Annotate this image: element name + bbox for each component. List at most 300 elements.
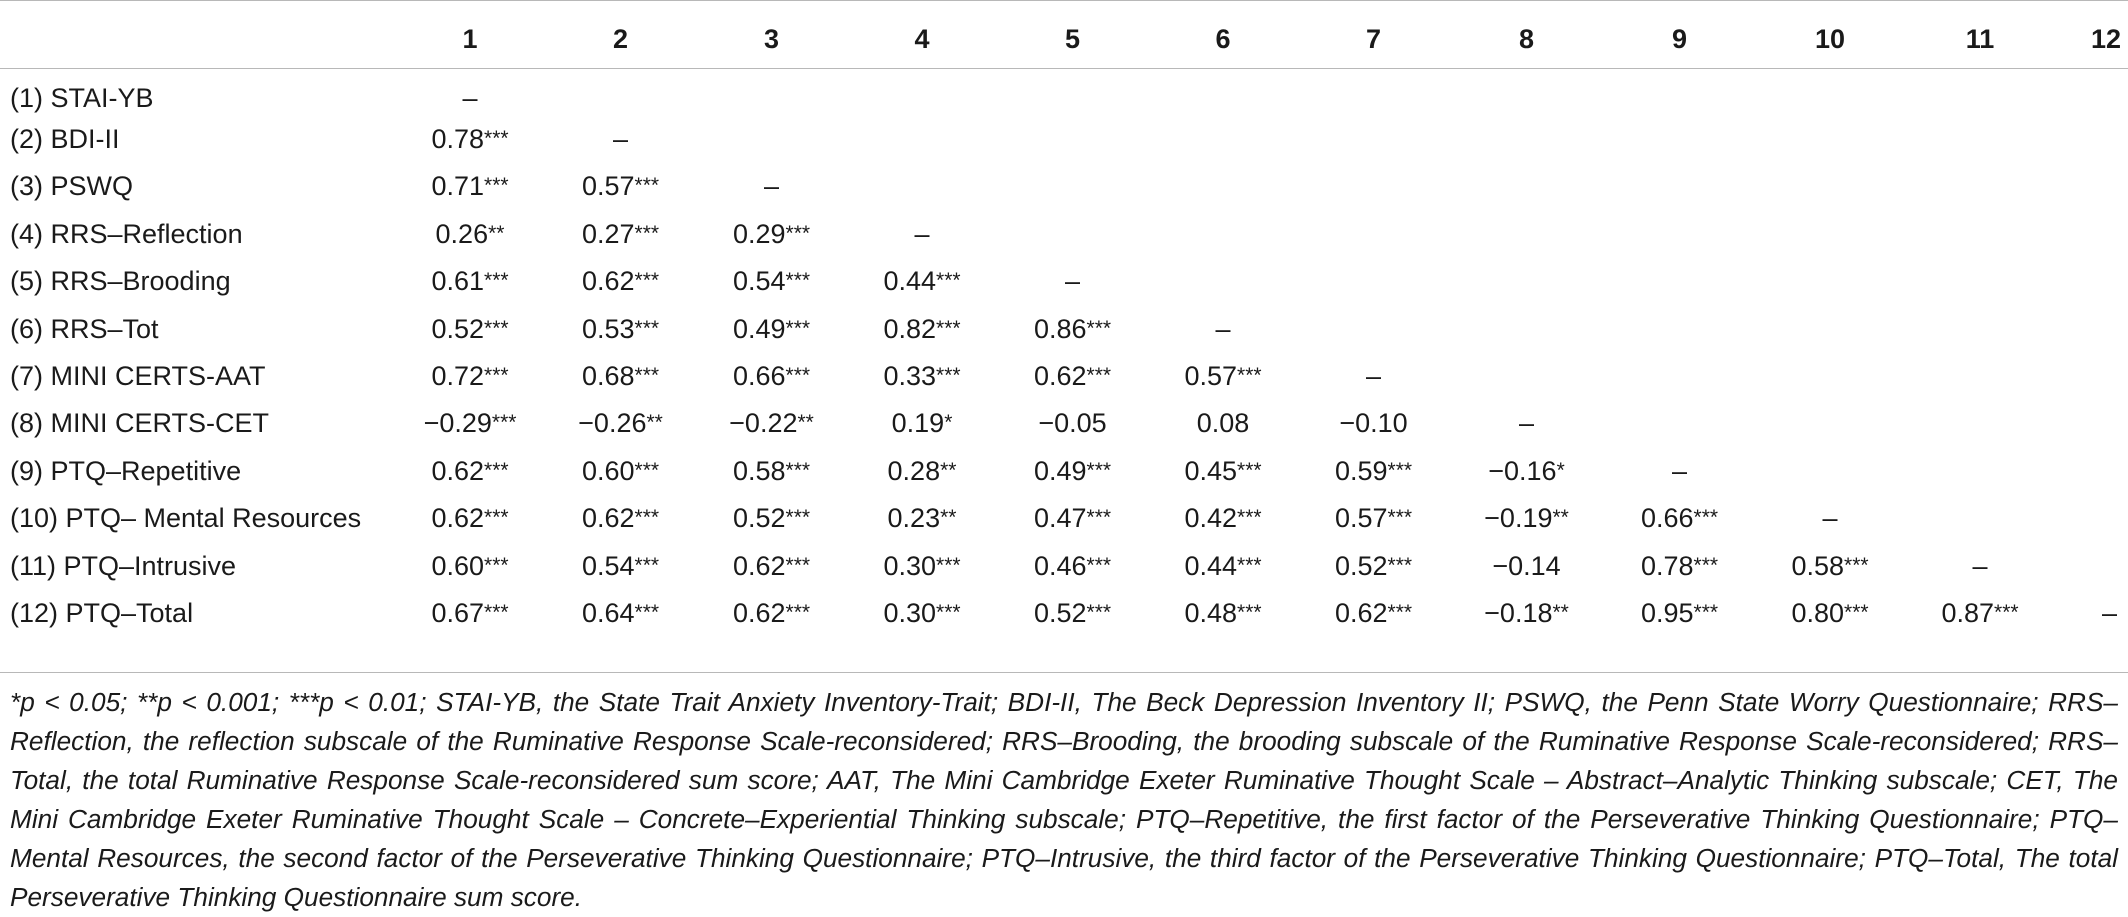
table-bottom-rule (0, 672, 2128, 673)
table-cell (1449, 305, 1604, 352)
table-cell (1148, 542, 1298, 589)
row-label: (5) RRS–Brooding (10, 266, 231, 297)
table-cell (1905, 69, 2055, 116)
cell-value: 0.78 (431, 124, 485, 155)
table-cell (997, 116, 1148, 163)
cell-value: 0.44 (883, 266, 937, 297)
table-cell (1148, 69, 1298, 116)
cell-value: 0.95 (1640, 597, 1694, 628)
column-header: 5 (1064, 24, 1081, 54)
table-cell (545, 163, 696, 210)
significance-marker: *** (1387, 553, 1413, 577)
cell-value: 0.44 (1184, 550, 1238, 581)
cell-value: – (1822, 503, 1838, 534)
row-label: (6) RRS–Tot (10, 313, 159, 344)
table-cell (997, 258, 1148, 305)
table-row (0, 163, 2128, 210)
table-row (0, 353, 2128, 400)
cell-value: – (1518, 408, 1535, 439)
table-cell (395, 211, 545, 258)
cell-value: 0.30 (883, 597, 937, 628)
table-cell (2055, 258, 2128, 305)
significance-marker: *** (785, 364, 811, 388)
significance-marker: *** (785, 316, 811, 340)
table-cell (1905, 448, 2055, 495)
significance-marker: *** (1237, 600, 1262, 624)
table-cell (1298, 542, 1449, 589)
significance-marker: *** (634, 506, 660, 530)
table-cell (1298, 448, 1449, 495)
table-cell (1148, 305, 1298, 352)
table-cell (847, 495, 997, 542)
significance-marker: *** (634, 221, 660, 245)
cell-value: 0.58 (1791, 550, 1845, 581)
table-cell (395, 258, 545, 305)
table-cell (2055, 542, 2128, 589)
table-cell (696, 258, 847, 305)
column-header: 9 (1671, 24, 1688, 54)
significance-marker: *** (1387, 506, 1413, 530)
column-header: 1 (462, 24, 478, 54)
table-row (0, 69, 2128, 116)
table-cell (1298, 258, 1449, 305)
cell-value: 0.27 (581, 218, 635, 249)
cell-value: 0.52 (1033, 597, 1087, 628)
cell-value: 0.62 (581, 266, 635, 297)
table-cell (696, 163, 847, 210)
cell-value: 0.26 (435, 218, 489, 249)
table-cell (997, 211, 1148, 258)
significance-marker: *** (785, 458, 811, 482)
table-cell (847, 542, 997, 589)
table-cell (2055, 69, 2128, 116)
significance-marker: *** (634, 553, 660, 577)
cell-value: −0.19 (1484, 503, 1553, 534)
table-cell (1755, 258, 1905, 305)
row-label: (11) PTQ–Intrusive (10, 550, 237, 581)
significance-marker: ** (1552, 600, 1569, 624)
significance-marker: ** (940, 506, 957, 530)
cell-value: 0.72 (431, 361, 485, 392)
cell-value: 0.62 (1334, 597, 1388, 628)
significance-marker: *** (785, 506, 811, 530)
cell-value: 0.62 (581, 503, 635, 534)
table-cell (997, 163, 1148, 210)
significance-marker: *** (484, 600, 509, 624)
row-label: (10) PTQ– Mental Resources (10, 503, 362, 534)
significance-marker: *** (634, 269, 660, 293)
table-cell (696, 211, 847, 258)
table-cell (1755, 211, 1905, 258)
table-cell (1604, 542, 1755, 589)
table-cell (696, 353, 847, 400)
table-cell (1148, 211, 1298, 258)
cell-value: −0.26 (578, 408, 647, 439)
table-cell (1148, 400, 1298, 447)
significance-marker: ** (488, 221, 505, 245)
significance-marker: *** (785, 553, 811, 577)
significance-marker: *** (785, 269, 811, 293)
row-label: (3) PSWQ (10, 171, 134, 202)
table-cell (1449, 69, 1604, 116)
cell-value: 0.33 (883, 361, 937, 392)
table-cell (696, 495, 847, 542)
cell-value: 0.46 (1033, 550, 1087, 581)
row-label: (2) BDI-II (10, 124, 120, 155)
table-cell (1449, 495, 1604, 542)
cell-value: – (612, 124, 629, 155)
significance-marker: *** (484, 316, 509, 340)
column-header: 12 (2090, 24, 2121, 54)
cell-value: – (914, 218, 930, 249)
cell-value: 0.67 (431, 597, 485, 628)
column-header: 8 (1518, 24, 1535, 54)
cell-value: 0.61 (431, 266, 485, 297)
row-label: (8) MINI CERTS-CET (10, 408, 270, 439)
table-cell (1604, 211, 1755, 258)
table-cell (1905, 400, 2055, 447)
table-cell (1905, 590, 2055, 637)
significance-marker: *** (634, 600, 660, 624)
table-cell (1905, 258, 2055, 305)
table-cell (1148, 258, 1298, 305)
significance-marker: *** (1086, 600, 1112, 624)
table-cell (545, 258, 696, 305)
cell-value: 0.49 (1033, 455, 1087, 486)
table-cell (1905, 495, 2055, 542)
table-cell (2055, 495, 2128, 542)
cell-value: 0.57 (1184, 361, 1238, 392)
cell-value: 0.66 (1640, 503, 1694, 534)
table-cell (1298, 590, 1449, 637)
table-cell (1905, 305, 2055, 352)
cell-value: 0.45 (1184, 455, 1238, 486)
significance-marker: *** (484, 364, 509, 388)
cell-value: 0.62 (431, 455, 485, 486)
table-cell (2055, 163, 2128, 210)
cell-value: 0.62 (1033, 361, 1087, 392)
table-cell (1755, 400, 1905, 447)
table-cell (997, 69, 1148, 116)
table-cell (1449, 258, 1604, 305)
table-cell (1449, 400, 1604, 447)
table-cell (1449, 542, 1604, 589)
significance-marker: *** (936, 364, 961, 388)
table-row (0, 448, 2128, 495)
table-cell (545, 69, 696, 116)
significance-marker: *** (484, 553, 509, 577)
cell-value: −0.05 (1038, 408, 1107, 439)
cell-value: 0.52 (1334, 550, 1388, 581)
table-cell (395, 400, 545, 447)
table-cell (1905, 542, 2055, 589)
table-cell (395, 353, 545, 400)
table-cell (1298, 305, 1449, 352)
table-cell (1604, 163, 1755, 210)
table-cell (1905, 116, 2055, 163)
table-cell (2055, 116, 2128, 163)
table-cell (696, 69, 847, 116)
significance-marker: *** (1387, 600, 1413, 624)
table-cell (847, 211, 997, 258)
cell-value: −0.16 (1488, 455, 1557, 486)
significance-marker: *** (785, 600, 811, 624)
table-cell (1905, 163, 2055, 210)
cell-value: 0.58 (732, 455, 786, 486)
table-cell (1148, 163, 1298, 210)
cell-value: 0.62 (732, 550, 786, 581)
table-row (0, 400, 2128, 447)
table-cell (545, 400, 696, 447)
table-row (0, 305, 2128, 352)
cell-value: 0.60 (431, 550, 485, 581)
cell-value: – (1671, 455, 1688, 486)
table-cell (696, 590, 847, 637)
table-row (0, 495, 2128, 542)
table-cell (395, 116, 545, 163)
row-label: (9) PTQ–Repetitive (10, 455, 242, 486)
table-cell (545, 590, 696, 637)
cell-value: 0.47 (1033, 503, 1087, 534)
table-cell (2055, 590, 2128, 637)
table-cell (395, 69, 545, 116)
table-cell (545, 542, 696, 589)
cell-value: −0.10 (1339, 408, 1408, 439)
cell-value: 0.59 (1334, 455, 1388, 486)
table-cell (1604, 448, 1755, 495)
table-cell (1449, 590, 1604, 637)
column-header: 6 (1215, 24, 1231, 54)
significance-marker: *** (1086, 553, 1112, 577)
table-cell (1148, 116, 1298, 163)
table-cell (847, 258, 997, 305)
cell-value: 0.66 (732, 361, 786, 392)
table-cell (997, 353, 1148, 400)
table-row (0, 542, 2128, 589)
table-cell (2055, 353, 2128, 400)
table-cell (997, 590, 1148, 637)
table-cell (696, 448, 847, 495)
significance-marker: *** (1086, 316, 1112, 340)
row-label: (4) RRS–Reflection (10, 218, 243, 249)
table-cell (696, 116, 847, 163)
significance-marker: *** (1693, 553, 1719, 577)
table-cell (696, 542, 847, 589)
table-cell (1449, 448, 1604, 495)
column-header: 2 (612, 24, 629, 54)
row-label: (1) STAI-YB (10, 82, 154, 113)
table-cell (847, 590, 997, 637)
significance-marker: *** (1693, 506, 1719, 530)
cell-value: 0.54 (581, 550, 635, 581)
table-cell (1449, 353, 1604, 400)
significance-marker: *** (634, 458, 660, 482)
significance-marker: *** (936, 269, 961, 293)
table-cell (1755, 590, 1905, 637)
table-cell (1148, 590, 1298, 637)
table-cell (1148, 353, 1298, 400)
cell-value: 0.48 (1184, 597, 1238, 628)
cell-value: – (462, 82, 478, 113)
cell-value: −0.14 (1492, 550, 1561, 581)
significance-marker: *** (484, 127, 509, 151)
table-cell (1148, 495, 1298, 542)
significance-marker: ** (1552, 506, 1569, 530)
table-cell (395, 542, 545, 589)
table-row (0, 258, 2128, 305)
significance-marker: *** (1844, 600, 1869, 624)
cell-value: 0.52 (732, 503, 786, 534)
significance-marker: *** (634, 174, 660, 198)
table-cell (1449, 163, 1604, 210)
table-cell (545, 353, 696, 400)
significance-marker: *** (484, 269, 509, 293)
significance-marker: *** (1237, 364, 1262, 388)
table-cell (1298, 495, 1449, 542)
table-row (0, 590, 2128, 637)
significance-marker: *** (634, 364, 660, 388)
significance-marker: *** (491, 411, 517, 435)
table-cell (1449, 116, 1604, 163)
significance-marker: *** (1693, 600, 1719, 624)
table-cell (1755, 116, 1905, 163)
significance-marker: *** (785, 221, 811, 245)
column-header: 10 (1814, 24, 1846, 54)
cell-value: 0.53 (581, 313, 635, 344)
table-cell (847, 400, 997, 447)
cell-value: 0.82 (883, 313, 937, 344)
table-cell (2055, 448, 2128, 495)
table-cell (1755, 448, 1905, 495)
cell-value: 0.49 (732, 313, 786, 344)
cell-value: 0.86 (1033, 313, 1087, 344)
cell-value: 0.60 (581, 455, 635, 486)
table-cell (1449, 211, 1604, 258)
significance-marker: * (944, 411, 953, 435)
row-label: (12) PTQ–Total (10, 597, 194, 628)
table-cell (1298, 211, 1449, 258)
table-body (0, 69, 2128, 638)
column-header: 3 (763, 24, 780, 54)
cell-value: 0.42 (1184, 503, 1238, 534)
significance-marker: *** (484, 506, 509, 530)
significance-marker: ** (646, 411, 663, 435)
cell-value: 0.30 (883, 550, 937, 581)
table-cell (847, 305, 997, 352)
cell-value: – (1365, 361, 1382, 392)
cell-value: 0.64 (581, 597, 635, 628)
table-cell (1604, 305, 1755, 352)
cell-value: 0.71 (431, 171, 485, 202)
table-cell (1755, 163, 1905, 210)
significance-marker: *** (936, 553, 961, 577)
cell-value: −0.22 (729, 408, 798, 439)
significance-marker: *** (1086, 506, 1112, 530)
table-cell (1148, 448, 1298, 495)
cell-value: 0.62 (431, 503, 485, 534)
table-cell (1604, 495, 1755, 542)
table-cell (395, 163, 545, 210)
significance-marker: *** (1844, 553, 1869, 577)
header-corner (0, 1, 395, 69)
table-cell (395, 305, 545, 352)
table-cell (1755, 542, 1905, 589)
significance-marker: *** (1237, 553, 1262, 577)
cell-value: 0.68 (581, 361, 635, 392)
table-cell (997, 305, 1148, 352)
table-cell (545, 116, 696, 163)
cell-value: 0.29 (732, 218, 786, 249)
significance-marker: *** (1086, 458, 1112, 482)
table-cell (1604, 590, 1755, 637)
table-row (0, 211, 2128, 258)
table-row (0, 116, 2128, 163)
table-cell (545, 448, 696, 495)
significance-marker: *** (1994, 600, 2019, 624)
table-cell (997, 495, 1148, 542)
column-header: 11 (1965, 24, 1995, 54)
table-cell (1755, 305, 1905, 352)
significance-marker: *** (1237, 506, 1262, 530)
table-cell (696, 305, 847, 352)
cell-value: 0.23 (887, 503, 941, 534)
table-footnote: *p < 0.05; **p < 0.001; ***p < 0.01; STAI-YB, the State Trait Anxiety Inventory-Trait; BDI-II, The Beck Depression Inventory II; PSWQ, the Penn State Worry Questionnaire; RRS–Reflection, the reflection subscale of the Ruminative Response Scale-reconsidered; RRS–Brooding, the brooding subscale of the Ruminative Response Scale-reconsidered; RRS–Total, the total Ruminative Response Scale-reconsidered sum score; AAT, The Mini Cambridge Exeter Ruminative Thought Scale – Abstract–Analytic Thinking subscale; CET, The Mini Cambridge Exeter Ruminative Thought Scale – Concrete–Experiential Thinking subscale; PTQ–Repetitive, the first factor of the Perseverative Thinking Questionnaire; PTQ–Mental Resources, the second factor of the Perseverative Thinking Questionnaire; PTQ–Intrusive, the third factor of the Perseverative Thinking Questionnaire; PTQ–Total, The total Perseverative Thinking Questionnaire sum score. (10, 687, 2118, 912)
table-cell (847, 69, 997, 116)
significance-marker: ** (797, 411, 814, 435)
column-header: 4 (914, 24, 930, 54)
table-cell (1298, 400, 1449, 447)
table-cell (1905, 353, 2055, 400)
table-cell (1298, 116, 1449, 163)
table-cell (545, 305, 696, 352)
table-cell (997, 542, 1148, 589)
cell-value: – (1972, 550, 1988, 581)
significance-marker: *** (1237, 458, 1262, 482)
header-row (0, 1, 2128, 69)
cell-value: – (763, 171, 780, 202)
significance-marker: * (1556, 458, 1565, 482)
column-header: 7 (1365, 24, 1382, 54)
cell-value: 0.62 (732, 597, 786, 628)
table-cell (1905, 211, 2055, 258)
cell-value: −0.18 (1484, 597, 1553, 628)
cell-value: 0.19 (891, 408, 945, 439)
table-cell (1604, 353, 1755, 400)
significance-marker: *** (936, 316, 961, 340)
table-cell (2055, 400, 2128, 447)
table-cell (1604, 400, 1755, 447)
table-cell (1298, 69, 1449, 116)
row-label: (7) MINI CERTS-AAT (10, 361, 266, 392)
cell-value: – (2101, 597, 2117, 628)
significance-marker: *** (484, 458, 509, 482)
table-cell (1604, 69, 1755, 116)
table-cell (395, 590, 545, 637)
significance-marker: *** (634, 316, 660, 340)
table-cell (997, 400, 1148, 447)
cell-value: 0.52 (431, 313, 485, 344)
table-cell (1604, 116, 1755, 163)
cell-value: – (1215, 313, 1231, 344)
table-cell (1298, 163, 1449, 210)
cell-value: −0.29 (423, 408, 492, 439)
table-cell (545, 495, 696, 542)
table-cell (997, 448, 1148, 495)
table-cell (1755, 353, 1905, 400)
cell-value: 0.57 (581, 171, 635, 202)
cell-value: 0.08 (1196, 408, 1250, 439)
table-cell (1755, 495, 1905, 542)
